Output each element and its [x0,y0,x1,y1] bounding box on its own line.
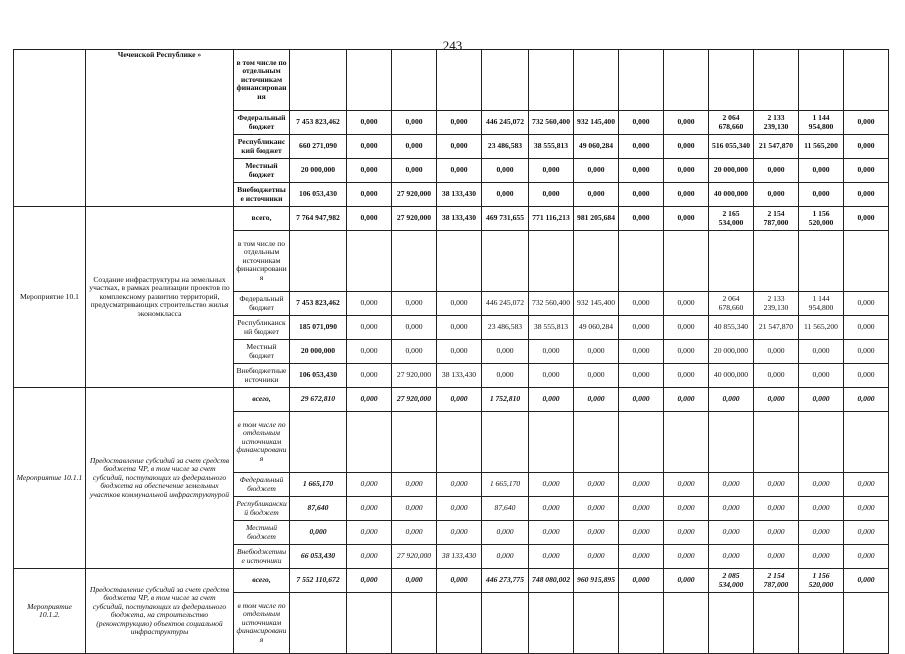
value-cell [844,231,889,292]
value-cell: 0,000 [574,183,619,207]
value-cell: 0,000 [529,364,574,388]
value-cell [482,412,529,473]
value-cell: 0,000 [347,545,392,569]
value-cell [290,593,347,654]
value-cell: 981 205,684 [574,207,619,231]
value-cell [574,593,619,654]
value-cell [529,50,574,111]
table-row [14,50,905,111]
value-cell: 0,000 [347,292,392,316]
funding-source-cell: Местный бюджет [234,521,290,545]
value-cell [529,231,574,292]
funding-source-cell: всего, [234,569,290,593]
value-cell: 0,000 [347,183,392,207]
value-cell [619,50,664,111]
funding-source-cell: Федеральный бюджет [234,292,290,316]
value-cell: 932 145,400 [574,111,619,135]
event-number-cell: Мероприятие 10.1.2. [14,569,86,654]
table-row [14,207,905,231]
value-cell: 0,000 [392,292,437,316]
value-cell [754,231,799,292]
value-cell: 49 060,284 [574,316,619,340]
value-cell [347,231,392,292]
value-cell: 0,000 [619,292,664,316]
value-cell: 0,000 [709,497,754,521]
value-cell [709,50,754,111]
value-cell: 0,000 [619,159,664,183]
value-cell: 0,000 [619,364,664,388]
value-cell [709,593,754,654]
value-cell: 0,000 [529,545,574,569]
value-cell: 0,000 [844,364,889,388]
funding-source-cell: Местный бюджет [234,159,290,183]
value-cell: 0,000 [664,135,709,159]
value-cell: 0,000 [347,497,392,521]
value-cell: 0,000 [619,545,664,569]
value-cell: 0,000 [754,183,799,207]
value-cell: 0,000 [844,316,889,340]
funding-source-cell: в том числе по отдельным источникам финансирования [234,50,290,111]
value-cell: 0,000 [844,183,889,207]
value-cell: 0,000 [392,497,437,521]
value-cell: 660 271,090 [290,135,347,159]
value-cell: 0,000 [290,521,347,545]
value-cell [529,593,574,654]
funding-source-cell: всего, [234,388,290,412]
value-cell: 0,000 [347,135,392,159]
value-cell: 0,000 [799,183,844,207]
value-cell: 0,000 [754,545,799,569]
event-number-cell: Мероприятие 10.1 [14,207,86,388]
value-cell: 0,000 [574,388,619,412]
event-name-cell: Предоставление субсидий за счет средств бюджета ЧР, в том числе за счет субсидий, поступающих из федерального бюджета на обеспечение земельных участков коммунальной инфраструктурой [86,388,234,569]
value-cell: 1 156 520,000 [799,569,844,593]
value-cell: 2 064 678,660 [709,111,754,135]
value-cell: 0,000 [437,292,482,316]
value-cell: 106 053,430 [290,364,347,388]
funding-source-cell: Республиканский бюджет [234,497,290,521]
value-cell: 0,000 [347,364,392,388]
value-cell [664,593,709,654]
value-cell: 21 547,870 [754,135,799,159]
value-cell [574,412,619,473]
value-cell: 0,000 [844,340,889,364]
value-cell: 27 920,000 [392,388,437,412]
value-cell: 0,000 [392,473,437,497]
value-cell: 0,000 [664,521,709,545]
value-cell: 0,000 [437,473,482,497]
value-cell: 0,000 [754,521,799,545]
value-cell: 27 920,000 [392,183,437,207]
value-cell: 7 453 823,462 [290,292,347,316]
value-cell [844,412,889,473]
funding-source-cell: Федеральный бюджет [234,111,290,135]
funding-source-cell: Республиканский бюджет [234,316,290,340]
value-cell: 0,000 [664,545,709,569]
value-cell: 446 245,072 [482,292,529,316]
value-cell: 40 855,340 [709,316,754,340]
value-cell: 0,000 [799,388,844,412]
value-cell: 0,000 [844,521,889,545]
value-cell: 0,000 [799,473,844,497]
value-cell [619,593,664,654]
value-cell: 0,000 [529,159,574,183]
event-number-cell [14,50,86,207]
value-cell: 0,000 [754,159,799,183]
value-cell [709,231,754,292]
value-cell: 0,000 [574,545,619,569]
value-cell: 0,000 [482,340,529,364]
value-cell: 1 144 954,800 [799,111,844,135]
funding-source-cell: Республиканский бюджет [234,135,290,159]
value-cell: 732 560,400 [529,292,574,316]
value-cell: 40 000,000 [709,364,754,388]
value-cell: 0,000 [347,388,392,412]
value-cell: 0,000 [664,316,709,340]
value-cell [799,50,844,111]
value-cell: 0,000 [392,111,437,135]
value-cell: 2 154 787,000 [754,207,799,231]
funding-source-cell: в том числе по отдельным источникам финансирования [234,412,290,473]
funding-source-cell: Местный бюджет [234,340,290,364]
value-cell: 0,000 [392,340,437,364]
value-cell: 0,000 [664,473,709,497]
event-name-cell: Чеченской Республике » [86,50,234,207]
value-cell: 0,000 [392,316,437,340]
value-cell: 2 085 534,000 [709,569,754,593]
value-cell: 0,000 [619,473,664,497]
value-cell: 0,000 [482,159,529,183]
value-cell: 0,000 [664,388,709,412]
event-number-cell: Мероприятие 10.1.1 [14,388,86,569]
value-cell: 0,000 [482,183,529,207]
value-cell: 20 000,000 [709,340,754,364]
value-cell: 0,000 [844,111,889,135]
value-cell: 0,000 [437,521,482,545]
value-cell [574,231,619,292]
value-cell: 0,000 [709,388,754,412]
value-cell: 0,000 [754,497,799,521]
value-cell [799,412,844,473]
value-cell: 1 144 954,800 [799,292,844,316]
value-cell [290,50,347,111]
value-cell: 38 133,430 [437,207,482,231]
value-cell: 732 560,400 [529,111,574,135]
value-cell: 0,000 [437,340,482,364]
value-cell: 23 486,583 [482,135,529,159]
value-cell: 38 133,430 [437,545,482,569]
value-cell: 0,000 [482,545,529,569]
value-cell [844,50,889,111]
value-cell: 2 133 239,130 [754,111,799,135]
value-cell: 11 565,200 [799,316,844,340]
funding-source-cell: Внебюджетные источники [234,545,290,569]
value-cell: 1 665,170 [290,473,347,497]
value-cell: 2 064 678,660 [709,292,754,316]
value-cell: 0,000 [754,340,799,364]
value-cell: 0,000 [844,545,889,569]
value-cell: 1 156 520,000 [799,207,844,231]
value-cell: 0,000 [347,569,392,593]
value-cell: 0,000 [574,473,619,497]
value-cell: 0,000 [619,569,664,593]
value-cell: 23 486,583 [482,316,529,340]
value-cell: 2 165 534,000 [709,207,754,231]
value-cell: 0,000 [664,292,709,316]
value-cell: 66 053,430 [290,545,347,569]
value-cell: 38 555,813 [529,135,574,159]
value-cell: 0,000 [664,183,709,207]
value-cell: 1 752,810 [482,388,529,412]
value-cell [664,412,709,473]
value-cell [347,412,392,473]
value-cell: 0,000 [619,497,664,521]
value-cell [754,593,799,654]
value-cell: 0,000 [619,207,664,231]
value-cell: 0,000 [437,159,482,183]
value-cell: 7 552 110,672 [290,569,347,593]
value-cell: 7 453 823,462 [290,111,347,135]
value-cell: 446 273,775 [482,569,529,593]
value-cell: 0,000 [529,388,574,412]
value-cell [619,412,664,473]
value-cell: 0,000 [844,207,889,231]
value-cell: 38 555,813 [529,316,574,340]
page-number: 243 [0,38,905,54]
value-cell: 0,000 [392,135,437,159]
value-cell [290,412,347,473]
value-cell: 0,000 [619,135,664,159]
value-cell: 0,000 [574,159,619,183]
value-cell: 0,000 [709,521,754,545]
value-cell [574,50,619,111]
value-cell: 0,000 [437,497,482,521]
value-cell: 0,000 [754,388,799,412]
value-cell: 0,000 [619,316,664,340]
value-cell: 0,000 [529,497,574,521]
event-name-cell: Создание инфраструктуры на земельных участках, в рамках реализации проектов по комплексному развитию территорий, предусматривающих строительство жилья экономкласса [86,207,234,388]
value-cell: 0,000 [844,388,889,412]
value-cell [754,412,799,473]
value-cell: 0,000 [844,473,889,497]
value-cell [844,593,889,654]
value-cell: 0,000 [347,340,392,364]
value-cell [437,50,482,111]
value-cell: 29 672,810 [290,388,347,412]
value-cell: 0,000 [437,135,482,159]
value-cell [437,412,482,473]
value-cell: 516 055,340 [709,135,754,159]
value-cell [529,412,574,473]
value-cell: 0,000 [619,521,664,545]
funding-source-cell: Внебюджетные источники [234,364,290,388]
value-cell: 0,000 [664,207,709,231]
value-cell: 49 060,284 [574,135,619,159]
value-cell: 40 000,000 [709,183,754,207]
value-cell: 0,000 [664,159,709,183]
value-cell: 20 000,000 [709,159,754,183]
value-cell [482,231,529,292]
funding-source-cell: всего, [234,207,290,231]
value-cell: 2 154 787,000 [754,569,799,593]
value-cell: 27 920,000 [392,545,437,569]
value-cell: 7 764 947,982 [290,207,347,231]
value-cell: 0,000 [799,340,844,364]
value-cell: 0,000 [619,183,664,207]
value-cell: 0,000 [844,159,889,183]
table-row [14,388,905,412]
value-cell: 0,000 [709,473,754,497]
value-cell: 0,000 [844,497,889,521]
value-cell: 0,000 [347,473,392,497]
value-cell [392,50,437,111]
value-cell: 0,000 [664,569,709,593]
value-cell: 0,000 [482,521,529,545]
value-cell: 469 731,655 [482,207,529,231]
value-cell: 748 080,002 [529,569,574,593]
value-cell: 27 920,000 [392,364,437,388]
funding-source-cell: Федеральный бюджет [234,473,290,497]
value-cell: 0,000 [347,521,392,545]
value-cell [437,593,482,654]
value-cell [799,231,844,292]
value-cell: 0,000 [437,388,482,412]
value-cell: 0,000 [347,207,392,231]
value-cell: 0,000 [529,521,574,545]
value-cell: 0,000 [437,316,482,340]
value-cell: 20 000,000 [290,340,347,364]
funding-source-cell: Внебюджетные источники [234,183,290,207]
value-cell: 2 133 239,130 [754,292,799,316]
value-cell: 0,000 [619,388,664,412]
value-cell: 0,000 [799,497,844,521]
value-cell: 20 000,000 [290,159,347,183]
funding-source-cell: в том числе по отдельным источникам финансирования [234,593,290,654]
value-cell [347,50,392,111]
funding-source-cell: в том числе по отдельным источникам финансирования [234,231,290,292]
value-cell: 0,000 [529,340,574,364]
value-cell: 932 145,400 [574,292,619,316]
value-cell: 0,000 [844,292,889,316]
value-cell: 446 245,072 [482,111,529,135]
value-cell: 0,000 [799,545,844,569]
value-cell: 0,000 [437,569,482,593]
value-cell: 0,000 [664,497,709,521]
value-cell [392,231,437,292]
value-cell: 0,000 [619,111,664,135]
value-cell: 0,000 [754,364,799,388]
value-cell: 0,000 [347,159,392,183]
value-cell: 0,000 [392,569,437,593]
value-cell: 87,640 [290,497,347,521]
value-cell: 771 116,213 [529,207,574,231]
value-cell: 27 920,000 [392,207,437,231]
value-cell: 0,000 [844,569,889,593]
value-cell: 0,000 [529,473,574,497]
value-cell [437,231,482,292]
value-cell: 0,000 [799,364,844,388]
value-cell [754,50,799,111]
value-cell: 960 915,895 [574,569,619,593]
value-cell [709,412,754,473]
value-cell: 11 565,200 [799,135,844,159]
value-cell [392,412,437,473]
value-cell: 0,000 [392,521,437,545]
value-cell: 0,000 [574,497,619,521]
value-cell: 38 133,430 [437,183,482,207]
value-cell: 0,000 [482,364,529,388]
value-cell [347,593,392,654]
value-cell: 0,000 [799,521,844,545]
value-cell: 0,000 [754,473,799,497]
value-cell: 0,000 [574,521,619,545]
value-cell: 21 547,870 [754,316,799,340]
value-cell: 0,000 [844,135,889,159]
table-row [14,569,905,593]
value-cell: 0,000 [664,340,709,364]
value-cell: 0,000 [347,316,392,340]
value-cell: 0,000 [574,340,619,364]
value-cell [664,231,709,292]
value-cell: 87,640 [482,497,529,521]
value-cell [482,50,529,111]
value-cell: 0,000 [664,111,709,135]
value-cell: 0,000 [529,183,574,207]
value-cell: 0,000 [664,364,709,388]
value-cell [392,593,437,654]
value-cell: 0,000 [437,111,482,135]
value-cell [290,231,347,292]
value-cell: 0,000 [392,159,437,183]
value-cell: 1 665,170 [482,473,529,497]
value-cell: 0,000 [709,545,754,569]
value-cell: 0,000 [347,111,392,135]
value-cell: 38 133,430 [437,364,482,388]
value-cell [799,593,844,654]
value-cell [619,231,664,292]
value-cell: 0,000 [799,159,844,183]
value-cell: 185 071,090 [290,316,347,340]
value-cell: 106 053,430 [290,183,347,207]
event-name-cell: Предоставление субсидий за счет средств бюджета ЧР, в том числе за счет субсидий, поступающих из федерального бюджета, на строительство (реконструкцию) объектов социальной инфраструктуры [86,569,234,654]
value-cell [482,593,529,654]
budget-table [13,49,905,654]
value-cell [664,50,709,111]
value-cell: 0,000 [574,364,619,388]
value-cell: 0,000 [619,340,664,364]
